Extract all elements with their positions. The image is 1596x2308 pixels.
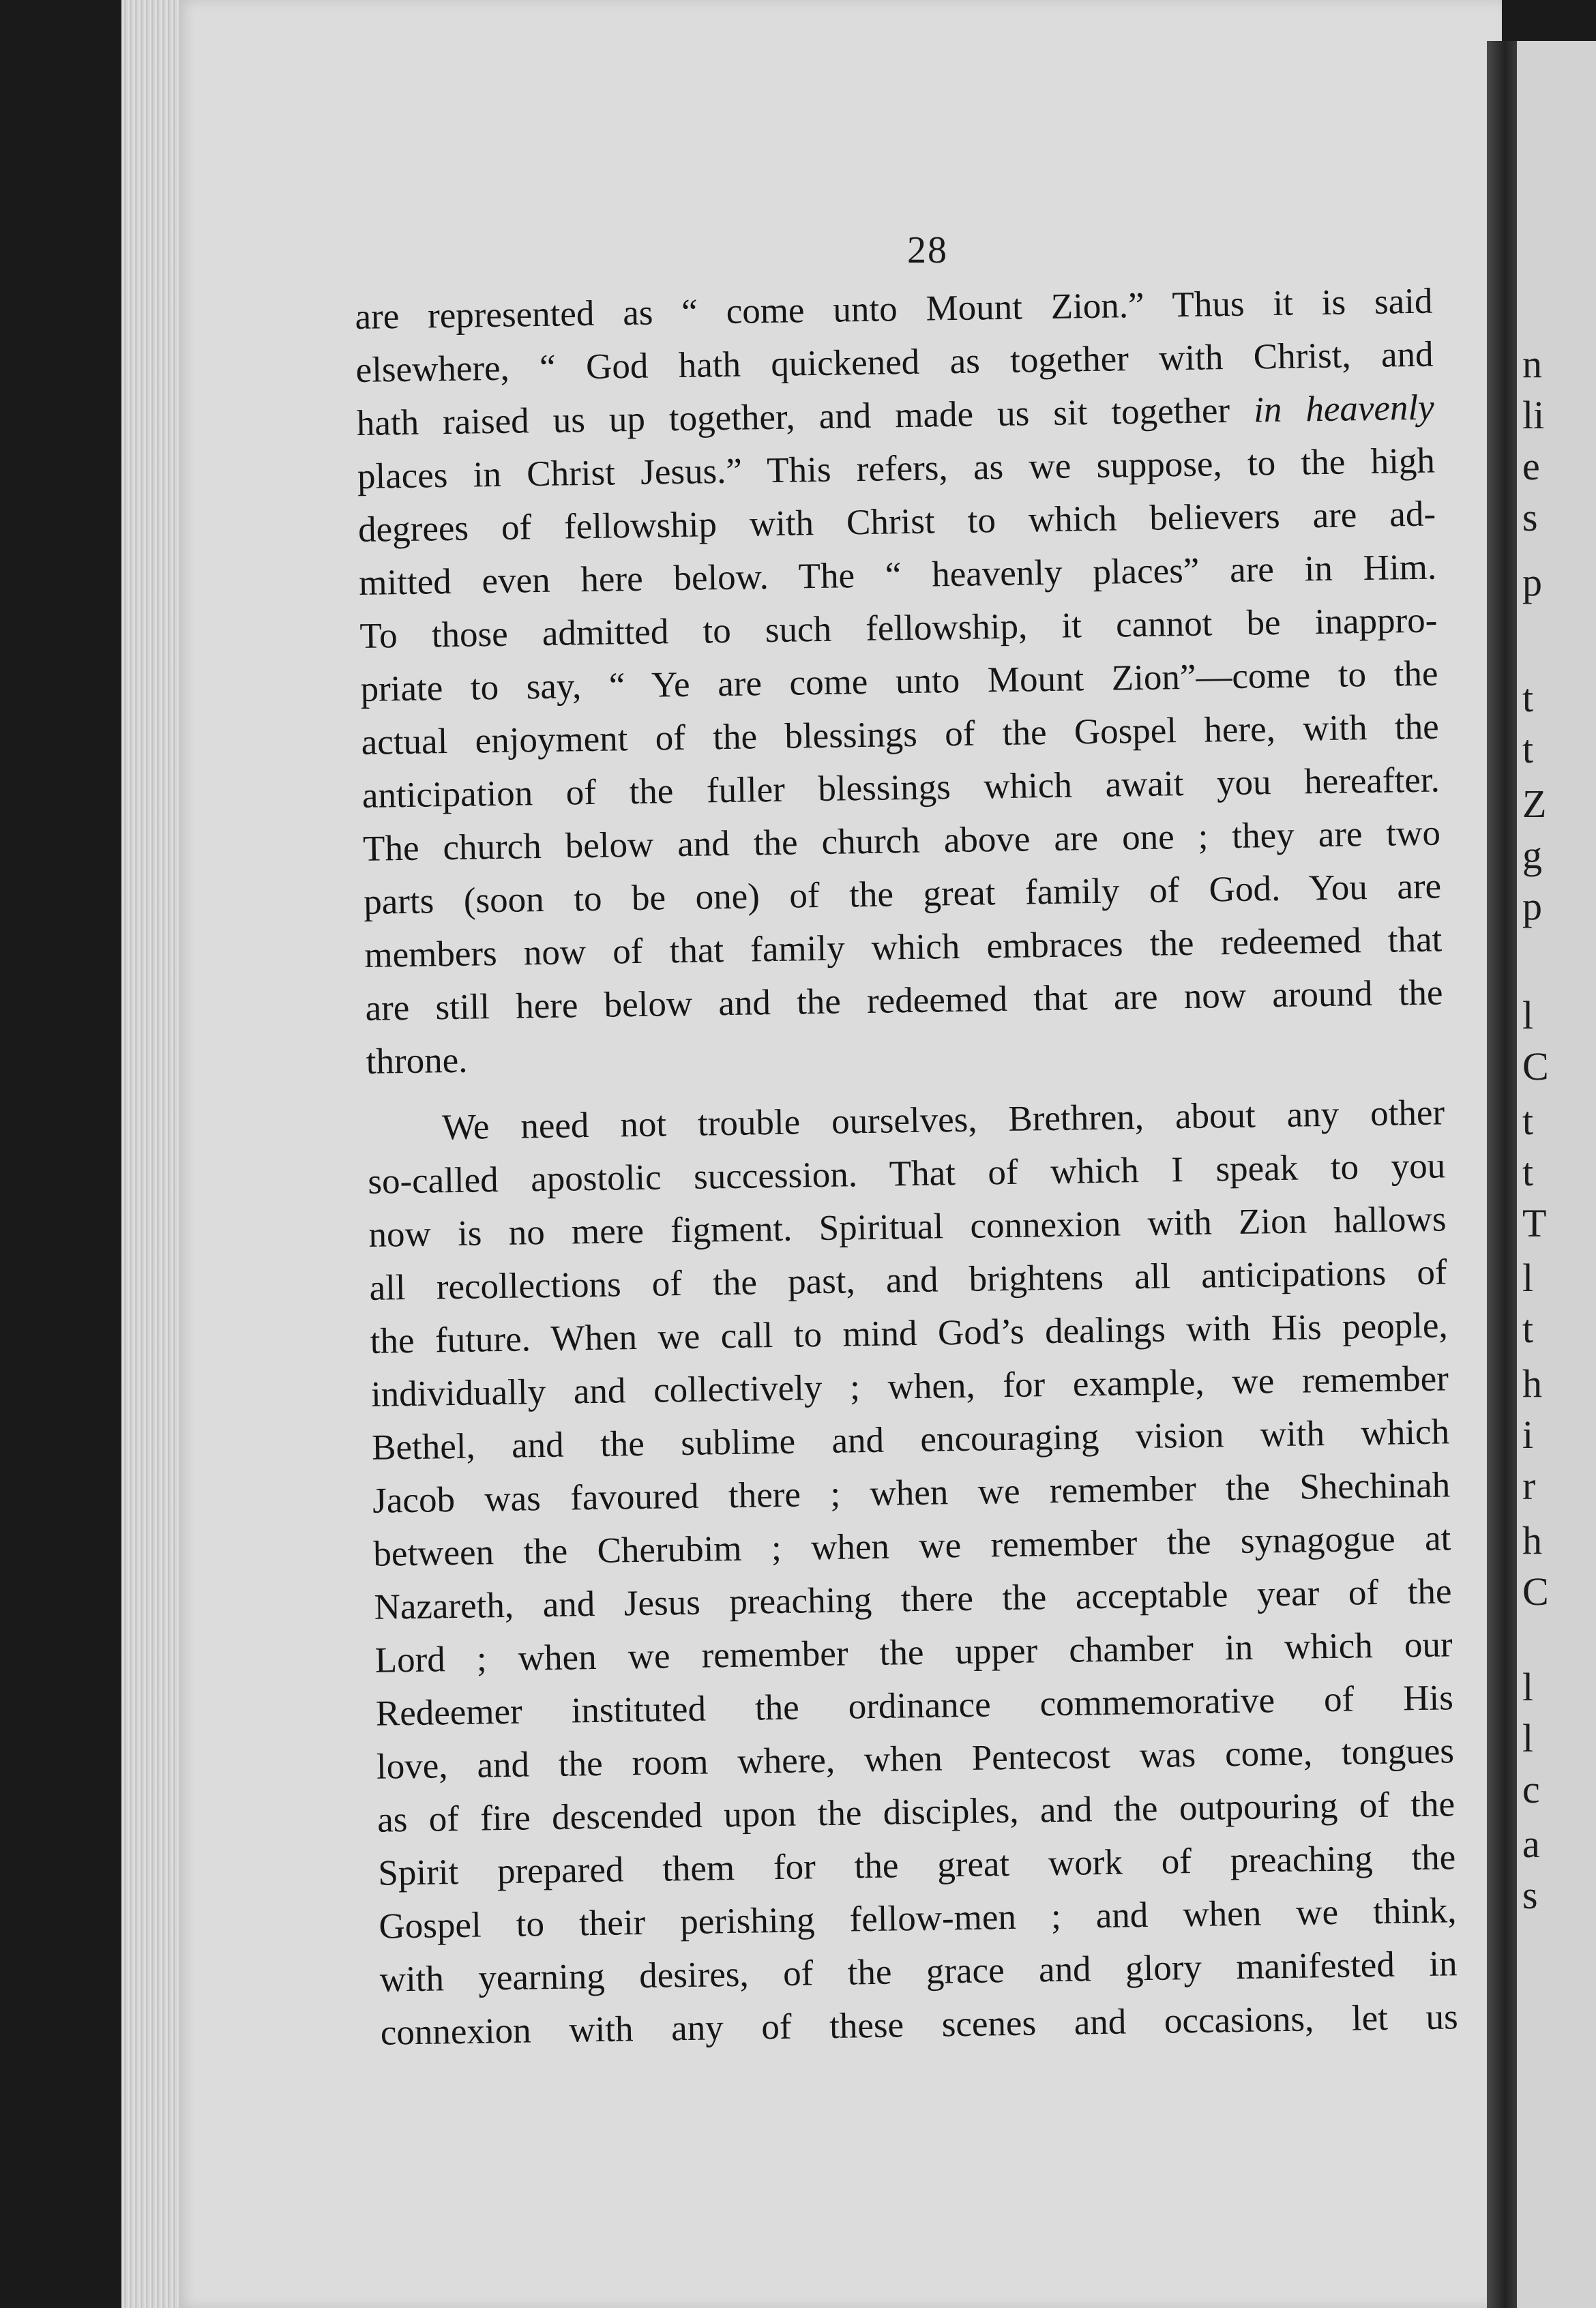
text-line: members now of that family which embraces the redeemed that — [364, 919, 1443, 975]
text-line: so-called apostolic succession. That of which I speak to you — [367, 1146, 1446, 1202]
adjacent-fragment: Z — [1522, 782, 1547, 826]
text-line: the future. When we call to mind God’s dealings with His people, — [370, 1305, 1449, 1361]
text-line: parts (soon to be one) of the great family of God. You are — [363, 866, 1442, 922]
text-line: love, and the room where, when Pentecost was come, tongues — [376, 1731, 1455, 1787]
text-line: places in Christ Jesus.” This refers, as we suppose, to the high — [357, 441, 1436, 497]
text-line: Spirit prepared them for the great work of preaching the — [377, 1837, 1456, 1893]
adjacent-page-edge — [1517, 41, 1596, 2308]
italic-phrase: in heavenly — [1253, 387, 1435, 430]
text-line: elsewhere, “ God hath quickened as together with Christ, and — [355, 334, 1434, 390]
adjacent-fragment: p — [1522, 560, 1542, 604]
page-body-text — [355, 277, 1473, 2134]
text-line: Jacob was favoured there ; when we remember the Shechinah — [372, 1465, 1451, 1521]
adjacent-fragment: l — [1522, 1665, 1534, 1709]
adjacent-fragment: t — [1522, 1150, 1534, 1194]
text-line: now is no mere figment. Spiritual connexion with Zion hallows — [368, 1199, 1447, 1255]
adjacent-fragment: s — [1522, 495, 1538, 539]
adjacent-fragment: T — [1522, 1201, 1547, 1245]
adjacent-fragment: h — [1522, 1361, 1542, 1406]
adjacent-fragment: C — [1522, 1569, 1549, 1614]
text-line: individually and collectively ; when, for example, we remember — [370, 1359, 1449, 1415]
adjacent-fragment: l — [1522, 1716, 1534, 1760]
text-span: hath raised us up together, and made us sit together — [356, 390, 1230, 443]
adjacent-fragment: li — [1522, 393, 1545, 437]
adjacent-fragment: i — [1522, 1412, 1534, 1457]
adjacent-fragment: r — [1522, 1464, 1536, 1508]
adjacent-fragment: t — [1522, 727, 1534, 771]
text-line: Bethel, and the sublime and encouraging vision with which — [371, 1412, 1450, 1468]
text-line: actual enjoyment of the blessings of the Gospel here, with the — [361, 707, 1440, 763]
text-line: priate to say, “ Ye are come unto Mount Zion”—come to the — [360, 653, 1438, 709]
text-line — [356, 384, 1434, 447]
text-line: all recollections of the past, and brightens all anticipations of — [369, 1252, 1447, 1308]
text-line: are represented as “ come unto Mount Zion.” Thus it is said — [355, 281, 1433, 337]
adjacent-fragment: t — [1522, 1099, 1534, 1143]
adjacent-fragment: l — [1522, 1256, 1534, 1300]
text-line: throne. — [366, 1040, 468, 1082]
text-line: To those admitted to such fellowship, it cannot be inappro- — [359, 600, 1438, 656]
text-line: We need not trouble ourselves, Brethren, about any other — [441, 1093, 1445, 1148]
text-line: Nazareth, and Jesus preaching there the acceptable year of the — [374, 1571, 1452, 1627]
adjacent-fragment: t — [1522, 1307, 1534, 1351]
adjacent-fragment: p — [1522, 884, 1542, 928]
page-number: 28 — [907, 229, 948, 271]
text-line: The church below and the church above are one ; they are two — [362, 813, 1441, 869]
text-line: are still here below and the redeemed that are now around the — [365, 973, 1443, 1029]
text-line: anticipation of the fuller blessings which await you hereafter. — [361, 760, 1440, 816]
book-gutter — [1487, 41, 1517, 2308]
text-line: Lord ; when we remember the upper chamber in which our — [374, 1625, 1453, 1681]
adjacent-fragment: g — [1522, 833, 1542, 877]
text-line: degrees of fellowship with Christ to which believers are ad- — [357, 494, 1436, 550]
text-line: Redeemer instituted the ordinance commemorative of His — [375, 1678, 1454, 1734]
adjacent-fragment: c — [1522, 1767, 1540, 1811]
adjacent-fragment: e — [1522, 444, 1540, 488]
text-line: with yearning desires, of the grace and glory manifested in — [379, 1944, 1458, 2000]
text-line: as of fire descended upon the disciples, and the outpouring of the — [376, 1784, 1455, 1840]
adjacent-fragment: n — [1522, 342, 1542, 386]
text-line: Gospel to their perishing fellow-men ; and when we think, — [379, 1891, 1457, 1947]
text-line: connexion with any of these scenes and occasions, let us — [380, 1997, 1459, 2053]
text-line: between the Cherubim ; when we remember the synagogue at — [372, 1518, 1451, 1574]
adjacent-fragment: a — [1522, 1822, 1540, 1866]
adjacent-fragment: h — [1522, 1518, 1542, 1563]
adjacent-fragment: l — [1522, 993, 1534, 1037]
adjacent-fragment: t — [1522, 676, 1534, 720]
adjacent-fragment: s — [1522, 1873, 1538, 1917]
page-stack-edges — [121, 0, 183, 2308]
text-line: mitted even here below. The “ heavenly places” are in Him. — [358, 547, 1437, 603]
adjacent-fragment: C — [1522, 1044, 1549, 1089]
